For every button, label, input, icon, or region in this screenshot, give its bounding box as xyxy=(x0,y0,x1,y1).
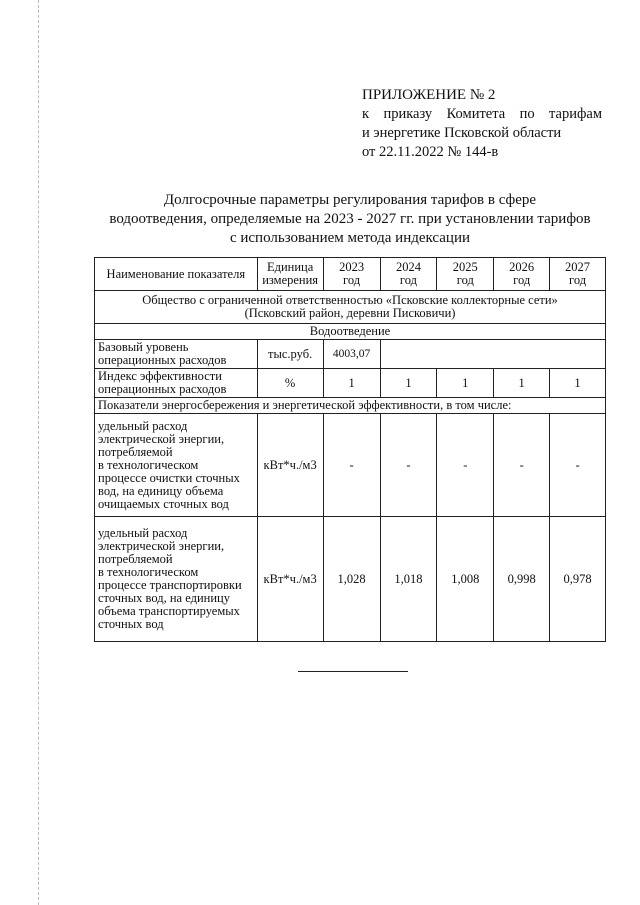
efficiency-index-value: 1 xyxy=(437,369,494,398)
row-name-line: процессе очистки сточных xyxy=(98,470,240,485)
table-row-cleaning xyxy=(95,414,606,517)
efficiency-index-unit: % xyxy=(257,369,323,398)
header-name: Наименование показателя xyxy=(95,258,258,291)
row-name-line: электрической энергии, xyxy=(98,539,225,553)
row-name-line: вод, на единицу объема xyxy=(98,483,224,498)
header-unit xyxy=(257,258,323,291)
year-word: год xyxy=(513,273,531,287)
base-level-value-2023: 4003,07 xyxy=(323,340,380,369)
transport-value: 0,998 xyxy=(494,517,550,642)
header-unit-line-2: измерения xyxy=(262,273,319,287)
header-year-2026 xyxy=(494,258,550,291)
row-name-line: Базовый уровень xyxy=(98,340,189,354)
appendix-line-2: и энергетике Псковской области xyxy=(362,125,562,141)
year-word: год xyxy=(456,273,474,287)
efficiency-index-value: 1 xyxy=(494,369,550,398)
header-unit-line-1: Единица xyxy=(266,260,314,274)
header-year-2024 xyxy=(380,258,437,291)
appendix-line-1: к приказу Комитета по тарифам xyxy=(362,106,602,122)
transport-name xyxy=(95,517,258,642)
base-level-unit: тыс.руб. xyxy=(257,340,323,369)
transport-unit: кВт*ч./м3 xyxy=(257,517,323,642)
row-name-line: процессе транспортировки xyxy=(98,578,242,592)
row-name-line: очищаемых сточных вод xyxy=(98,496,229,511)
cleaning-value: - xyxy=(437,414,494,517)
year-word: год xyxy=(569,273,587,287)
efficiency-index-value: 1 xyxy=(550,369,606,398)
year-label: 2024 xyxy=(395,260,421,274)
section-cell: Водоотведение xyxy=(95,324,606,340)
row-name-line: сточных вод, на единицу xyxy=(98,591,230,605)
cleaning-value: - xyxy=(380,414,437,517)
header-year-2023 xyxy=(323,258,380,291)
year-label: 2026 xyxy=(509,260,535,274)
cleaning-unit: кВт*ч./м3 xyxy=(257,414,323,517)
org-line-2: (Псковский район, деревни Писковичи) xyxy=(244,306,456,320)
section-row xyxy=(95,324,606,340)
table-row-base-level xyxy=(95,340,606,369)
transport-value: 1,028 xyxy=(323,517,380,642)
org-line-1: Общество с ограниченной ответственностью «Псковские коллекторные сети» xyxy=(142,293,558,307)
row-name-line: операционных расходов xyxy=(98,353,227,367)
appendix-block xyxy=(362,86,602,162)
year-word: год xyxy=(343,273,361,287)
table-row-transport xyxy=(95,517,606,642)
row-name-line: удельный расход xyxy=(98,526,188,540)
closing-divider xyxy=(298,671,408,672)
appendix-title: ПРИЛОЖЕНИЕ № 2 xyxy=(362,87,496,103)
heading-line-2: водоотведения, определяемые на 2023 - 2027 гг. при установлении тарифов xyxy=(109,211,591,227)
heading-line-1: Долгосрочные параметры регулирования тарифов в сфере xyxy=(163,192,537,208)
row-name-line: электрической энергии, xyxy=(98,431,225,446)
year-label: 2025 xyxy=(452,260,478,274)
cleaning-name xyxy=(95,414,258,517)
energy-header-cell: Показатели энергосбережения и энергетической эффективности, в том числе: xyxy=(95,398,606,414)
transport-value: 1,018 xyxy=(380,517,437,642)
row-name-line: сточных вод xyxy=(98,617,164,631)
efficiency-index-value: 1 xyxy=(380,369,437,398)
year-word: год xyxy=(399,273,417,287)
header-year-2027 xyxy=(550,258,606,291)
appendix-line-3: от 22.11.2022 № 144-в xyxy=(362,144,499,160)
year-label: 2023 xyxy=(339,260,365,274)
row-name-line: в технологическом xyxy=(98,565,199,579)
row-name-line: операционных расходов xyxy=(98,382,227,396)
header-year-2025 xyxy=(437,258,494,291)
org-row xyxy=(95,291,606,324)
scan-margin-line xyxy=(38,0,40,905)
cleaning-value: - xyxy=(494,414,550,517)
base-level-name xyxy=(95,340,258,369)
document-heading xyxy=(90,191,610,248)
table-header-row xyxy=(95,258,606,291)
row-name-line: потребляемой xyxy=(98,552,173,566)
parameters-table xyxy=(94,257,606,642)
cleaning-value: - xyxy=(550,414,606,517)
energy-header-row xyxy=(95,398,606,414)
transport-value: 0,978 xyxy=(550,517,606,642)
row-name-line: в технологическом xyxy=(98,457,199,472)
org-cell xyxy=(95,291,606,324)
year-label: 2027 xyxy=(565,260,591,274)
cleaning-value: - xyxy=(323,414,380,517)
row-name-line: удельный расход xyxy=(98,418,188,433)
table-row-efficiency-index xyxy=(95,369,606,398)
transport-value: 1,008 xyxy=(437,517,494,642)
heading-line-3: с использованием метода индексации xyxy=(229,230,471,246)
efficiency-index-name xyxy=(95,369,258,398)
row-name-line: потребляемой xyxy=(98,444,173,459)
efficiency-index-value: 1 xyxy=(323,369,380,398)
base-level-empty xyxy=(380,340,605,369)
row-name-line: Индекс эффективности xyxy=(98,369,222,383)
row-name-line: объема транспортируемых xyxy=(98,604,240,618)
